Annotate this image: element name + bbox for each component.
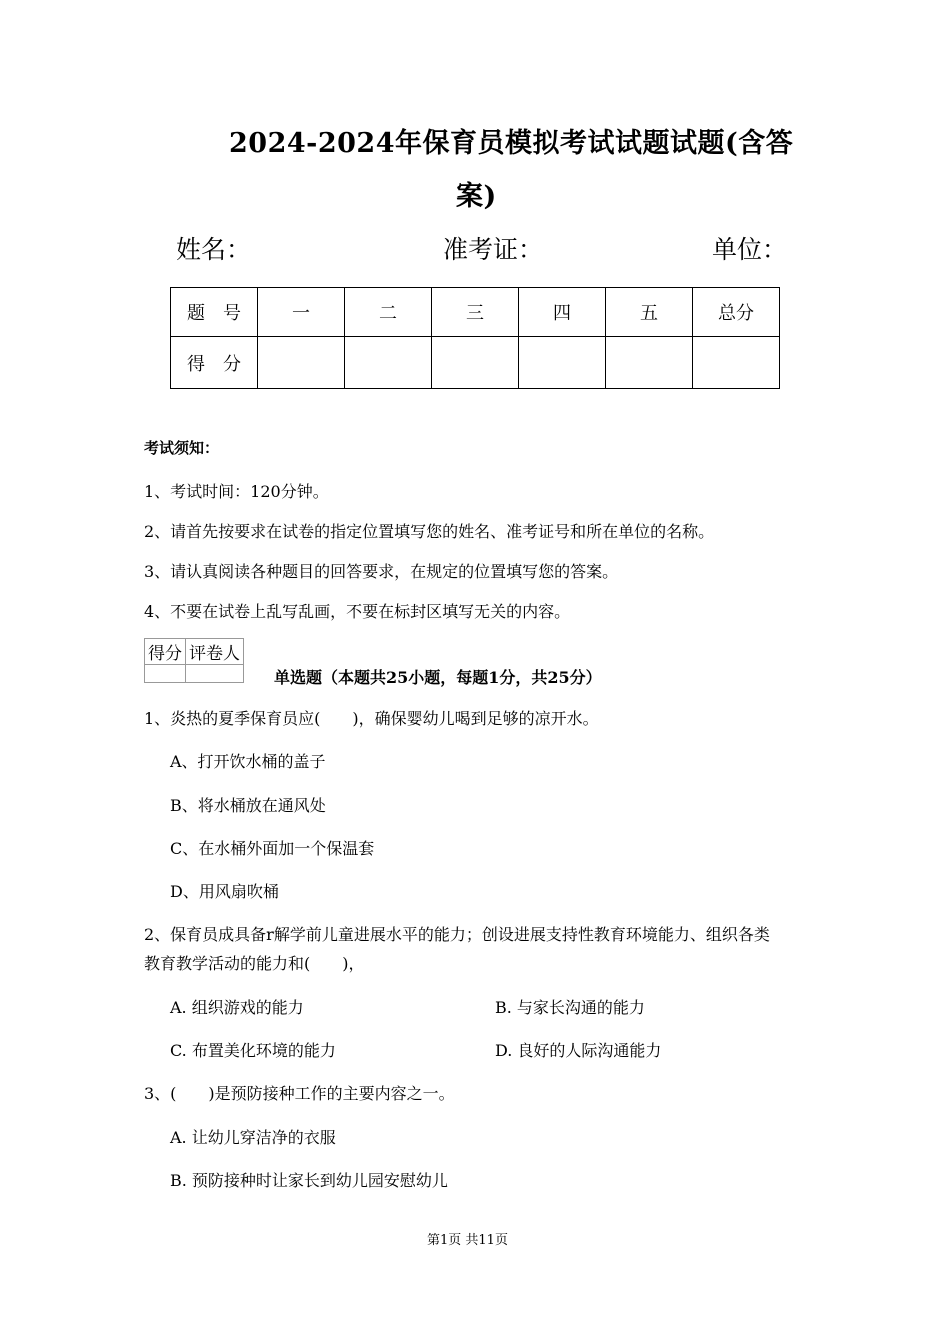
- question-option: A. 让幼儿穿洁净的衣服: [170, 1128, 336, 1147]
- score-table-header-row: [171, 288, 780, 337]
- grader-score-label: 得分: [145, 639, 186, 665]
- grader-score-cell[interactable]: [145, 665, 186, 683]
- question-stem: 3、( )是预防接种工作的主要内容之一。: [144, 1084, 455, 1103]
- score-row-label: 得 分: [171, 337, 258, 389]
- score-cell[interactable]: [432, 337, 519, 389]
- document-title-line1: 2024-2024年保育员模拟考试试题试题(含答: [229, 128, 794, 159]
- document-title-line2: 案): [456, 181, 497, 212]
- score-table: [170, 287, 780, 389]
- question-option: D、用风扇吹桶: [170, 882, 279, 901]
- score-cell[interactable]: [693, 337, 780, 389]
- question-option: B. 与家长沟通的能力: [495, 998, 645, 1017]
- score-table-score-row: [171, 337, 780, 389]
- grader-box: [144, 638, 244, 683]
- score-cell[interactable]: [519, 337, 606, 389]
- exam-id-label: 准考证：: [443, 235, 544, 264]
- question-option: D. 良好的人际沟通能力: [495, 1041, 662, 1060]
- section-heading: 单选题（本题共25小题，每题1分，共25分）: [274, 668, 602, 687]
- notice-item: 2、请首先按要求在试卷的指定位置填写您的姓名、准考证号和所在单位的名称。: [144, 522, 715, 541]
- score-table-header-cell: 五: [606, 288, 693, 337]
- question-option: A、打开饮水桶的盖子: [170, 752, 326, 771]
- notice-heading: 考试须知：: [144, 439, 220, 457]
- score-table-header-cell: 总分: [693, 288, 780, 337]
- page-footer: 第1页 共11页: [427, 1233, 508, 1248]
- notice-item: 1、考试时间：120分钟。: [144, 482, 329, 501]
- question-option: C、在水桶外面加一个保温套: [170, 839, 375, 858]
- question-option: C. 布置美化环境的能力: [170, 1041, 336, 1060]
- score-table-header-cell: 一: [258, 288, 345, 337]
- score-table-header-cell: 题 号: [171, 288, 258, 337]
- score-table-header-cell: 三: [432, 288, 519, 337]
- question-option: B、将水桶放在通风处: [170, 796, 326, 815]
- grader-name-cell[interactable]: [186, 665, 244, 683]
- name-label: 姓名：: [176, 235, 252, 264]
- grader-name-label: 评卷人: [186, 639, 244, 665]
- score-cell[interactable]: [606, 337, 693, 389]
- question-option: B. 预防接种时让家长到幼儿园安慰幼儿: [170, 1171, 448, 1190]
- score-cell[interactable]: [258, 337, 345, 389]
- notice-item: 4、不要在试卷上乱写乱画，不要在标封区填写无关的内容。: [144, 602, 571, 621]
- question-stem-continued: 教育教学活动的能力和( )，: [144, 954, 365, 973]
- question-stem: 1、炎热的夏季保育员应( )，确保婴幼儿喝到足够的凉开水。: [144, 709, 599, 728]
- unit-label: 单位：: [712, 235, 788, 264]
- score-table-header-cell: 四: [519, 288, 606, 337]
- question-stem: 2、保育员成具备r解学前儿童进展水平的能力；创设进展支持性教育环境能力、组织各类: [144, 925, 770, 944]
- score-table-header-cell: 二: [345, 288, 432, 337]
- notice-item: 3、请认真阅读各种题目的回答要求，在规定的位置填写您的答案。: [144, 562, 619, 581]
- question-option: A. 组织游戏的能力: [170, 998, 304, 1017]
- score-cell[interactable]: [345, 337, 432, 389]
